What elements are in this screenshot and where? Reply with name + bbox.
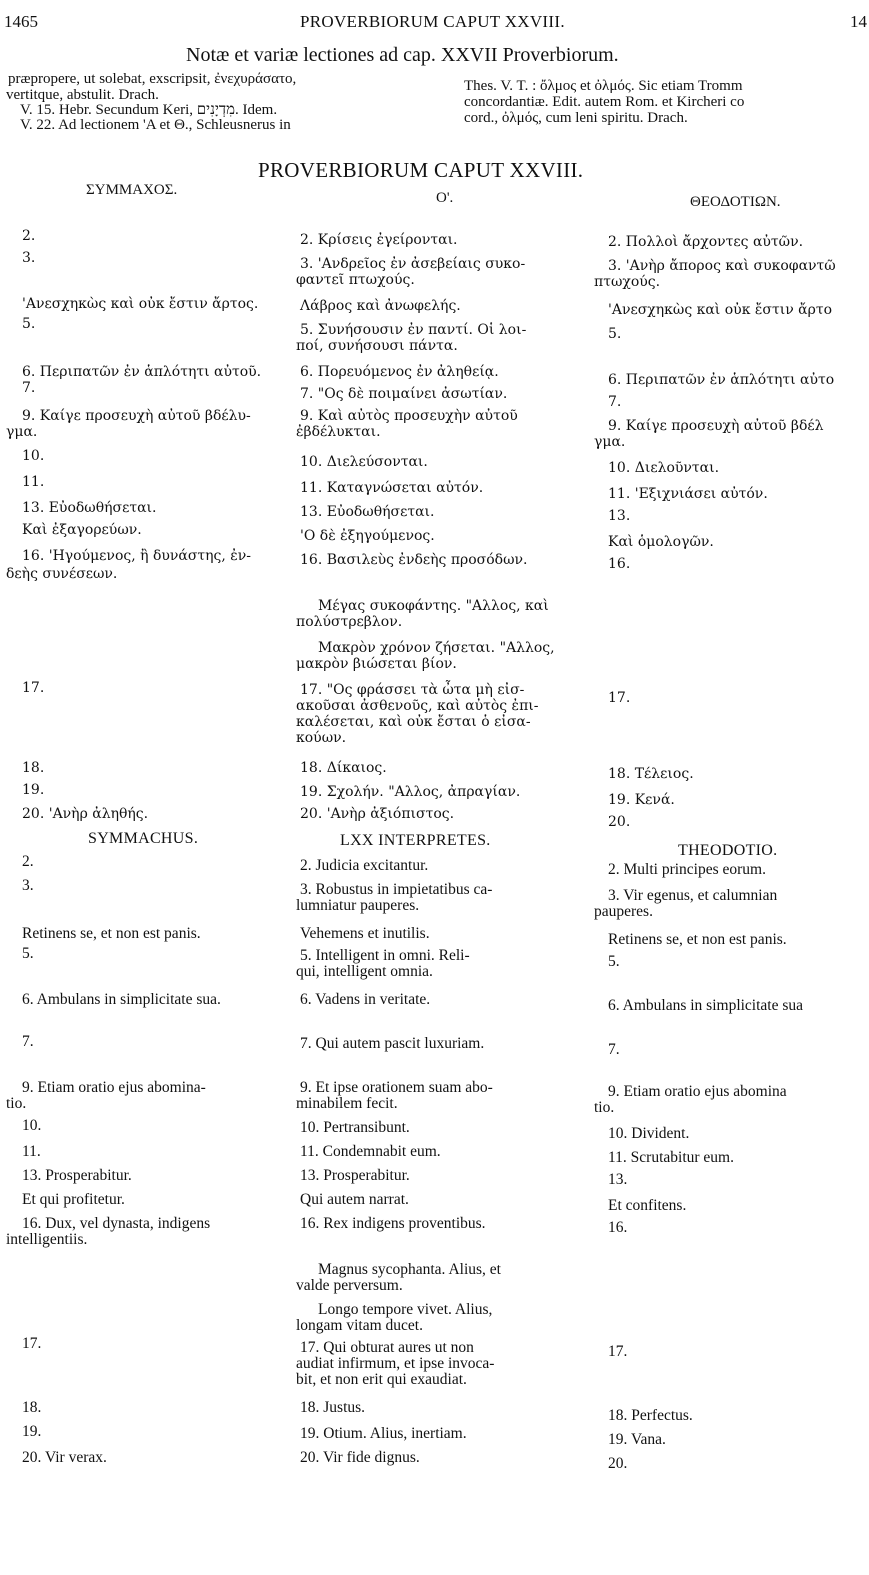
- verse-line: 7.: [22, 380, 36, 396]
- verse-line: 11.: [22, 474, 45, 490]
- verse-line: 2. Πολλοὶ ἄρχοντες αὐτῶν.: [608, 234, 804, 250]
- verse-line: 5.: [22, 316, 36, 332]
- verse-line: 13. Prosperabitur.: [300, 1167, 410, 1184]
- verse-line: Λάβρος καὶ ἀνωφελής.: [300, 298, 461, 314]
- note-line: V. 15. Hebr. Secundum Keri, מִדְיָנִים. Idem.: [20, 102, 278, 118]
- page-number-right: 14: [850, 12, 867, 31]
- verse-line: 5.: [608, 326, 622, 342]
- verse-line: 11. Καταγνώσεται αὐτόν.: [300, 480, 484, 496]
- verse-line: 19. Σχολήν. "Αλλος, ἀπραγίαν.: [300, 784, 521, 800]
- verse-line: 'Ο δὲ ἐξηγούμενος.: [300, 528, 435, 544]
- verse-line: ἐβδέλυκται.: [296, 424, 381, 440]
- running-title: PROVERBIORUM CAPUT XXVIII.: [300, 12, 565, 31]
- verse-line: 'Ανεσχηκὼς καὶ οὐκ ἔστιν ἄρτος.: [22, 296, 259, 312]
- verse-line: 2. Judicia excitantur.: [300, 857, 429, 874]
- verse-line: 3. Robustus in impietatibus ca-: [300, 881, 493, 898]
- verse-line: 18.: [22, 1399, 42, 1416]
- verse-line: intelligentiis.: [6, 1231, 88, 1248]
- verse-line: 16. Βασιλεὺς ἐνδεὴς προσόδων.: [300, 552, 528, 568]
- verse-line: γμα.: [594, 434, 626, 450]
- verse-line: 19.: [22, 782, 45, 798]
- verse-line: lumniatur pauperes.: [296, 897, 420, 914]
- verse-line: 2.: [22, 853, 34, 870]
- verse-line: 9. Etiam oratio ejus abomina: [608, 1083, 787, 1100]
- note-line: præpropere, ut solebat, exscripsit, ἐνεχυράσατο,: [8, 71, 297, 87]
- verse-line: tio.: [6, 1095, 27, 1112]
- verse-line: 10. Divident.: [608, 1125, 690, 1142]
- verse-line: 16. 'Ηγούμενος, ἢ δυνάστης, ἐν-: [22, 548, 252, 564]
- verse-line: 11. 'Εξιχνιάσει αὐτόν.: [608, 486, 768, 502]
- verse-line: 3. Vir egenus, et calumnian: [608, 887, 778, 904]
- note-line: V. 22. Ad lectionem 'A et Θ., Schleusnerus in: [20, 117, 291, 133]
- verse-line: bit, et non erit qui exaudiat.: [296, 1371, 467, 1388]
- verse-line: 19. Vana.: [608, 1431, 666, 1448]
- verse-line: 9. Καίγε προσευχὴ αὐτοῦ βδέλ: [608, 418, 824, 434]
- verse-line: Retinens se, et non est panis.: [22, 925, 201, 942]
- verse-line: longam vitam ducet.: [296, 1317, 423, 1334]
- verse-line: 3. 'Ανδρεῖος ἐν ἀσεβείαις συκο-: [300, 256, 526, 272]
- column-heading-symmachus-greek: ΣΥΜΜΑΧΟΣ.: [86, 182, 178, 198]
- verse-line: 3.: [22, 250, 36, 266]
- verse-line: 6. Πορευόμενος ἐν ἀληθείᾳ.: [300, 364, 499, 380]
- verse-line: 20. Vir fide dignus.: [300, 1449, 420, 1466]
- verse-line: 10.: [22, 448, 45, 464]
- verse-line: 6. Vadens in veritate.: [300, 991, 431, 1008]
- verse-line: 9. Et ipse orationem suam abo-: [300, 1079, 493, 1096]
- verse-line: 2.: [22, 228, 36, 244]
- chapter-title: PROVERBIORUM CAPUT XXVIII.: [258, 158, 584, 182]
- verse-line: δεὴς συνέσεων.: [6, 566, 118, 582]
- verse-line: 16. Dux, vel dynasta, indigens: [22, 1215, 211, 1232]
- verse-line: 17.: [22, 1335, 42, 1352]
- verse-line: audiat infirmum, et ipse invoca-: [296, 1355, 495, 1372]
- verse-line: 6. Ambulans in simplicitate sua: [608, 997, 804, 1014]
- verse-line: καλέσεται, καὶ οὐκ ἔσται ὁ εἰσα-: [296, 714, 531, 730]
- verse-line: 18. Justus.: [300, 1399, 366, 1416]
- verse-line: 2. Κρίσεις ἐγείρονται.: [300, 232, 458, 248]
- verse-line: 13. Εὐοδωθήσεται.: [300, 504, 435, 520]
- verse-line: 13.: [608, 1171, 628, 1188]
- verse-line: Retinens se, et non est panis.: [608, 931, 787, 948]
- verse-line: 20. Vir verax.: [22, 1449, 107, 1466]
- verse-line: valde perversum.: [296, 1277, 403, 1294]
- verse-line: 18. Perfectus.: [608, 1407, 693, 1424]
- verse-line: 7.: [608, 394, 622, 410]
- verse-line: Longo tempore vivet. Alius,: [318, 1301, 493, 1318]
- verse-line: 20.: [608, 1455, 628, 1472]
- verse-line: ακοῦσαι ἀσθενοῦς, καὶ αὐτὸς ἐπι-: [296, 698, 539, 714]
- verse-line: Μέγας συκοφάντης. "Αλλος, καὶ: [318, 598, 549, 614]
- verse-line: qui, intelligent omnia.: [296, 963, 433, 980]
- verse-line: 9. Etiam oratio ejus abomina-: [22, 1079, 206, 1096]
- verse-line: 13.: [608, 508, 631, 524]
- verse-line: 13. Prosperabitur.: [22, 1167, 132, 1184]
- verse-line: 19. Κενά.: [608, 792, 675, 808]
- verse-line: tio.: [594, 1099, 615, 1116]
- verse-line: 10. Pertransibunt.: [300, 1119, 410, 1136]
- verse-line: 18. Δίκαιος.: [300, 760, 387, 776]
- verse-line: 18. Τέλειος.: [608, 766, 694, 782]
- verse-line: 3. 'Ανὴρ ἄπορος καὶ συκοφαντῶ: [608, 258, 836, 274]
- verse-line: 10.: [22, 1117, 42, 1134]
- verse-line: 6. Ambulans in simplicitate sua.: [22, 991, 221, 1008]
- verse-line: μακρὸν βιώσεται βίον.: [296, 656, 457, 672]
- verse-line: 17.: [608, 1343, 628, 1360]
- verse-line: 16.: [608, 556, 631, 572]
- verse-line: 19.: [22, 1423, 42, 1440]
- section-heading-lxx-latin: LXX INTERPRETES.: [340, 832, 491, 849]
- page-number-left: 1465: [4, 12, 38, 31]
- note-line: cord., ὀλμός, cum leni spiritu. Drach.: [464, 110, 688, 126]
- verse-line: 5.: [22, 945, 34, 962]
- verse-line: Et confitens.: [608, 1197, 687, 1214]
- section-heading-theodotion-latin: THEODOTIO.: [678, 842, 778, 859]
- verse-line: Magnus sycophanta. Alius, et: [318, 1261, 501, 1278]
- verse-line: 13. Εὐοδωθήσεται.: [22, 500, 157, 516]
- column-heading-lxx-greek: O'.: [436, 190, 454, 206]
- verse-line: 17.: [608, 690, 631, 706]
- verse-line: 5. Intelligent in omni. Reli-: [300, 947, 470, 964]
- verse-line: ποί, συνήσουσι πάντα.: [296, 338, 458, 354]
- note-line: concordantiæ. Edit. autem Rom. et Kircheri co: [464, 94, 745, 110]
- verse-line: 16.: [608, 1219, 628, 1236]
- verse-line: πολύστρεβλον.: [296, 614, 403, 630]
- verse-line: 7.: [22, 1033, 34, 1050]
- verse-line: 20.: [608, 814, 631, 830]
- verse-line: πτωχούς.: [594, 274, 661, 290]
- verse-line: 18.: [22, 760, 45, 776]
- verse-line: pauperes.: [594, 903, 653, 920]
- note-line: Thes. V. T. : ὄλμος et ὀλμός. Sic etiam Tromm: [464, 78, 743, 94]
- verse-line: 11. Scrutabitur eum.: [608, 1149, 734, 1166]
- verse-line: 6. Περιπατῶν ἐν ἁπλότητι αὐτοῦ.: [22, 364, 262, 380]
- notes-heading: Notæ et variæ lectiones ad cap. XXVII Proverbiorum.: [186, 44, 619, 66]
- verse-line: minabilem fecit.: [296, 1095, 398, 1112]
- verse-line: 20. 'Ανὴρ ἀξιόπιστος.: [300, 806, 455, 822]
- column-heading-theodotion-greek: ΘΕΟΔΟΤΙΩΝ.: [690, 194, 781, 210]
- verse-line: 7. "Ος δὲ ποιμαίνει ἀσωτίαν.: [300, 386, 508, 402]
- verse-line: 7. Qui autem pascit luxuriam.: [300, 1035, 485, 1052]
- verse-line: Qui autem narrat.: [300, 1191, 409, 1208]
- verse-line: φαντεῖ πτωχούς.: [296, 272, 415, 288]
- verse-line: 'Ανεσχηκὼς καὶ οὐκ ἔστιν ἄρτο: [608, 302, 833, 318]
- verse-line: Vehemens et inutilis.: [300, 925, 430, 942]
- verse-line: 20. 'Ανὴρ ἀληθής.: [22, 806, 149, 822]
- section-heading-symmachus-latin: SYMMACHUS.: [88, 830, 199, 847]
- verse-line: 16. Rex indigens proventibus.: [300, 1215, 486, 1232]
- verse-line: 10. Διελεύσονται.: [300, 454, 428, 470]
- verse-line: 9. Καὶ αὐτὸς προσευχὴν αὐτοῦ: [300, 408, 518, 424]
- verse-line: 11. Condemnabit eum.: [300, 1143, 441, 1160]
- note-line: vertitque, abstulit. Drach.: [6, 87, 159, 103]
- verse-line: 9. Καίγε προσευχὴ αὐτοῦ βδέλυ-: [22, 408, 251, 424]
- verse-line: κούων.: [296, 730, 347, 746]
- verse-line: 17. Qui obturat aures ut non: [300, 1339, 474, 1356]
- verse-line: 7.: [608, 1041, 620, 1058]
- verse-line: 3.: [22, 877, 34, 894]
- verse-line: Καὶ ὁμολογῶν.: [608, 534, 714, 550]
- verse-line: 11.: [22, 1143, 41, 1160]
- verse-line: Et qui profitetur.: [22, 1191, 125, 1208]
- verse-line: 19. Otium. Alius, inertiam.: [300, 1425, 467, 1442]
- verse-line: Καὶ ἐξαγορεύων.: [22, 522, 142, 538]
- verse-line: Μακρὸν χρόνον ζήσεται. "Αλλος,: [318, 640, 555, 656]
- verse-line: 5. Συνήσουσιν ἐν παντί. Οἱ λοι-: [300, 322, 527, 338]
- verse-line: 10. Διελοῦνται.: [608, 460, 720, 476]
- verse-line: 5.: [608, 953, 620, 970]
- verse-line: 17.: [22, 680, 45, 696]
- verse-line: 2. Multi principes eorum.: [608, 861, 766, 878]
- verse-line: γμα.: [6, 424, 38, 440]
- verse-line: 17. "Ος φράσσει τὰ ὦτα μὴ εἰσ-: [300, 682, 525, 698]
- verse-line: 6. Περιπατῶν ἐν ἁπλότητι αὐτο: [608, 372, 835, 388]
